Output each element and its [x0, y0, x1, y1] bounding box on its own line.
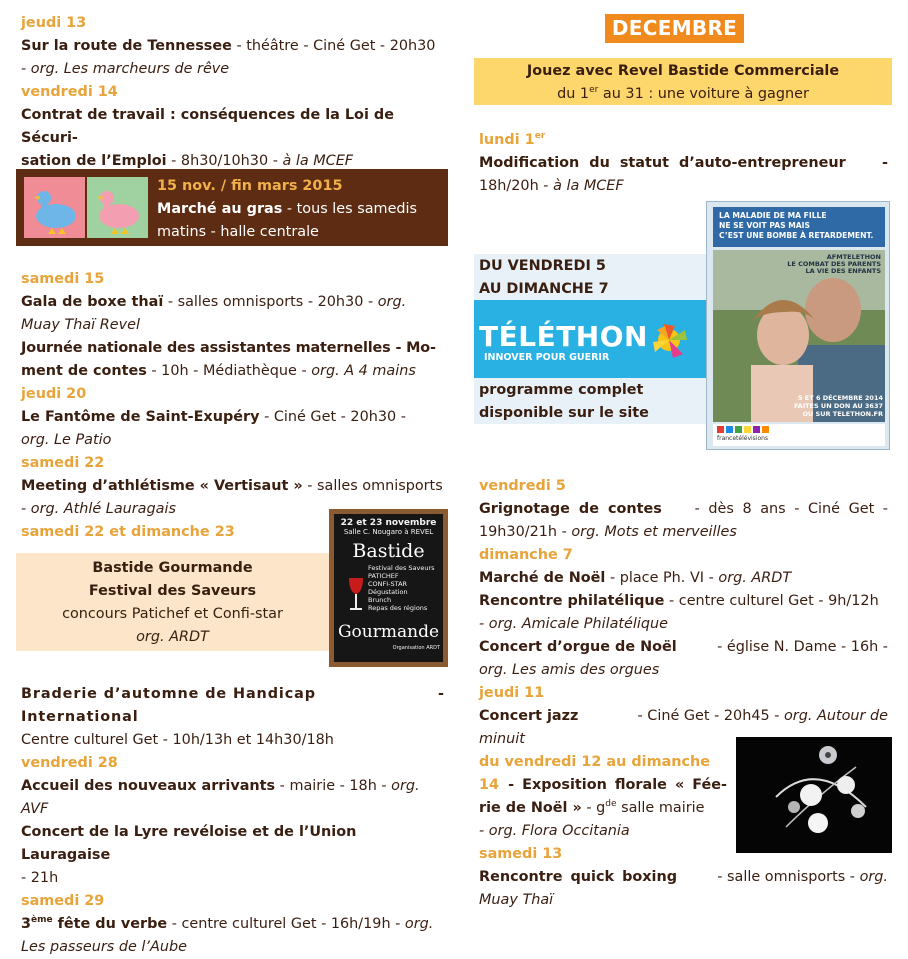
event-details: - église N. Dame - 16h - — [717, 639, 888, 655]
logo-square — [762, 426, 769, 433]
event-item — [479, 705, 888, 728]
event-item — [21, 913, 444, 936]
day-heading: vendredi 28 — [21, 755, 118, 771]
poster-date: 22 et 23 novembre — [340, 518, 437, 528]
day-heading: samedi 29 — [21, 893, 105, 909]
wine-glass-icon — [346, 576, 366, 616]
banner-date: 15 nov. / fin mars 2015 — [157, 178, 343, 194]
telethon-dates — [474, 254, 707, 300]
tv-logo-text: francetélévisions — [717, 435, 769, 442]
day-heading: vendredi 5 — [479, 478, 566, 494]
poster-item: Brunch — [368, 596, 392, 604]
flower-arrangement-photo — [736, 737, 892, 853]
event-title: fête du verbe — [52, 916, 168, 932]
banner-event — [157, 198, 442, 221]
day-heading: 14 — [479, 777, 500, 793]
event-title: Meeting d’athlétisme « Vertisaut » — [21, 478, 303, 494]
banner-title: Jouez avec Revel Bastide Commerciale — [526, 63, 840, 79]
logo-square — [726, 426, 733, 433]
event-item — [479, 152, 888, 175]
day-heading: samedi 15 — [21, 271, 105, 287]
left-column-mid — [21, 268, 444, 544]
poster-item: CONFI-STAR — [368, 580, 408, 588]
afm-telethon-poster — [706, 201, 890, 450]
superscript: ème — [31, 915, 53, 926]
superscript: er — [589, 85, 599, 96]
telethon-logo-text: TÉLÉTHON — [479, 320, 648, 353]
afm-brand — [787, 254, 881, 275]
event-organizer: org. — [859, 869, 888, 885]
event-item — [479, 498, 888, 521]
event-details-group — [638, 705, 888, 728]
event-title: Rencontre philatélique — [479, 593, 665, 609]
logo-square — [735, 426, 742, 433]
event-item — [479, 567, 888, 590]
day-heading: dimanche 7 — [479, 547, 573, 563]
day-heading: jeudi 13 — [21, 15, 87, 31]
box-title: Bastide Gourmande — [92, 560, 253, 576]
poster-item: PATICHEF — [368, 572, 399, 580]
event-details: 19h30/21h - — [479, 524, 572, 540]
day-text: lundi 1 — [479, 132, 535, 148]
event-details: - Ciné Get - 20h45 - — [637, 708, 784, 724]
right-column-top — [479, 129, 888, 198]
event-title: Le Fantôme de Saint-Exupéry — [21, 409, 260, 425]
telethon-logo — [474, 300, 707, 378]
event-organizer: - org. Les marcheurs de rêve — [21, 61, 230, 77]
event-details-group — [717, 866, 888, 889]
poster-footer: Organisation ARDT — [392, 645, 440, 651]
day-heading: samedi 13 — [479, 846, 563, 862]
day-heading: jeudi 20 — [21, 386, 87, 402]
poster-item: Festival des Saveurs — [368, 564, 435, 572]
event-item — [479, 636, 888, 659]
goose-icon — [87, 177, 148, 238]
event-details: - Ciné Get - 20h30 - — [259, 409, 406, 425]
event-item — [21, 775, 444, 821]
superscript: de — [605, 799, 617, 810]
day-heading — [479, 129, 888, 152]
event-organizer: Muay Thaï Revel — [21, 317, 140, 333]
event-item — [21, 360, 444, 383]
banner-text: au 31 : une voiture à gagner — [598, 86, 809, 102]
event-item — [21, 475, 444, 498]
event-organizer: org. Le Patio — [21, 432, 112, 448]
box-subtitle: Festival des Saveurs — [88, 583, 257, 599]
event-item — [21, 683, 444, 729]
event-title: Marché au gras — [157, 201, 283, 217]
event-title: Rencontre quick boxing — [479, 869, 678, 885]
superscript: er — [534, 131, 546, 142]
bastide-gourmande-box — [16, 553, 329, 651]
event-organizer: org. — [404, 916, 434, 932]
event-title: rie de Noël » — [479, 800, 582, 816]
event-details: - tous les samedis — [282, 201, 418, 217]
poster-place: Salle C. Nougaro à REVEL — [343, 528, 434, 536]
event-organizer: org. — [377, 294, 407, 310]
program-text: programme complet — [479, 382, 644, 398]
telethon-date: DU VENDREDI 5 — [479, 258, 606, 274]
sponsor-logos — [717, 426, 769, 433]
flower-expo-item — [479, 751, 727, 843]
event-details: - théâtre - Ciné Get - 20h30 — [231, 38, 436, 54]
day-heading: samedi 22 et dimanche 23 — [21, 524, 235, 540]
left-column — [21, 12, 444, 173]
telethon-tagline: INNOVER POUR GUERIR — [484, 352, 610, 363]
event-organizer: - org. Flora Occitania — [479, 823, 630, 839]
event-title: Journée nationale des assistantes maternelles - Mo- — [21, 340, 436, 356]
marche-au-gras-banner — [16, 169, 448, 246]
event-details: - 8h30/10h30 - — [166, 153, 283, 169]
event-title: Concert de la Lyre revéloise et de l’Union Lauragaise — [21, 824, 357, 863]
donation-phone: FAITES UN DON AU 3637 — [793, 402, 883, 410]
event-organizer: Les passeurs de l’Aube — [21, 939, 187, 955]
poster-word: Gourmande — [337, 622, 440, 642]
logo-square — [753, 426, 760, 433]
event-item — [21, 406, 444, 429]
event-title: Grignotage de contes — [479, 501, 662, 517]
event-separator: - — [438, 686, 444, 702]
day-heading: samedi 22 — [21, 455, 105, 471]
brand-name: AFMTELETHON — [826, 253, 881, 261]
event-item — [21, 291, 444, 314]
banner-text — [157, 175, 442, 244]
headline-line: C’EST UNE BOMBE À RETARDEMENT. — [719, 231, 874, 240]
logo-square — [744, 426, 751, 433]
event-organizer: minuit — [479, 731, 525, 747]
banner-text: du 1 — [557, 86, 590, 102]
event-organizer: - org. Amicale Philatélique — [479, 616, 669, 632]
poster-headline — [713, 207, 885, 247]
sponsors-strip — [713, 424, 885, 446]
event-organizer: org. ARDT — [718, 570, 792, 586]
event-item — [479, 797, 727, 820]
event-details: 18h/20h - — [479, 178, 554, 194]
telethon-sun-icon — [647, 312, 697, 368]
program-text: disponible sur le site — [479, 405, 649, 421]
event-item — [479, 866, 888, 889]
event-organizer: org. Autour de — [783, 708, 888, 724]
event-title: Sur la route de Tennessee — [21, 38, 232, 54]
event-details: - salles omnisports - 20h30 - — [163, 294, 378, 310]
donation-site: OU SUR TELETHON.FR — [802, 410, 883, 418]
event-details: - salles omnisports — [302, 478, 443, 494]
poster-item: Repas des régions — [368, 604, 428, 612]
brand-tagline: LE COMBAT DES PARENTS — [787, 260, 881, 268]
event-item — [479, 175, 888, 198]
day-heading: jeudi 11 — [479, 685, 545, 701]
event-item — [479, 590, 888, 613]
event-item — [21, 35, 444, 58]
day-heading: du vendredi 12 au dimanche — [479, 754, 711, 770]
telethon-program — [474, 378, 707, 424]
donation-info — [794, 394, 883, 418]
day-heading: vendredi 14 — [21, 84, 118, 100]
event-title: - Exposition florale « Fée- — [508, 777, 727, 793]
event-details: matins - halle centrale — [157, 224, 319, 240]
event-title: 3 — [21, 916, 32, 932]
event-details: - centre culturel Get - 9h/12h — [664, 593, 879, 609]
event-details: salle mairie — [616, 800, 705, 816]
event-details: - mairie - 18h - — [275, 778, 392, 794]
event-details: - 10h - Médiathèque - — [146, 363, 312, 379]
left-column-bottom — [21, 683, 444, 959]
event-title: Contrat de travail : conséquences de la Loi de Sécuri- — [21, 107, 394, 146]
event-organizer: Muay Thaï — [479, 892, 554, 908]
logo-square — [717, 426, 724, 433]
event-organizer: org. AVF — [21, 778, 420, 817]
event-title: Gala de boxe thaï — [21, 294, 164, 310]
goose-icon — [24, 177, 85, 238]
event-details: Centre culturel Get - 10h/13h et 14h30/18h — [21, 732, 334, 748]
event-details: - 21h — [21, 870, 59, 886]
event-details: - g — [581, 800, 606, 816]
event-title: Modification du statut d’auto-entrepreneur — [479, 155, 846, 171]
event-title: Concert jazz — [479, 708, 579, 724]
event-location: à la MCEF — [553, 178, 624, 194]
box-organizer: org. ARDT — [136, 629, 209, 645]
geese-illustration — [24, 177, 148, 238]
event-details: - centre culturel Get - 16h/19h - — [167, 916, 405, 932]
event-title: Marché de Noël — [479, 570, 606, 586]
brand-tagline: LA VIE DES ENFANTS — [805, 267, 881, 275]
donation-date: 5 ET 6 DÉCEMBRE 2014 — [798, 394, 883, 402]
event-details: - dès 8 ans - Ciné Get - — [694, 501, 888, 517]
event-organizer: - org. Athlé Lauragais — [21, 501, 176, 517]
event-organizer: org. Les amis des orgues — [479, 662, 660, 678]
bastide-poster — [329, 509, 448, 667]
banner-details — [474, 83, 892, 106]
event-title: Accueil des nouveaux arrivants — [21, 778, 276, 794]
event-separator: - — [882, 155, 888, 171]
event-details: - place Ph. VI - — [605, 570, 719, 586]
telethon-date: AU DIMANCHE 7 — [479, 281, 609, 297]
month-heading: DECEMBRE — [605, 14, 744, 43]
flower-illustration — [736, 737, 892, 853]
poster-word: Bastide — [352, 540, 425, 562]
event-title: Concert d’orgue de Noël — [479, 639, 677, 655]
poster-item: Dégustation — [368, 588, 408, 596]
event-location: à la MCEF — [282, 153, 354, 169]
event-item — [479, 774, 727, 797]
event-item — [479, 521, 888, 544]
telethon-banner — [474, 254, 707, 424]
event-title: sation de l’Emploi — [21, 153, 167, 169]
event-organizer: org. A 4 mains — [311, 363, 416, 379]
revel-contest-banner — [474, 58, 892, 105]
box-details: concours Patichef et Confi-star — [62, 606, 283, 622]
headline-line: NE SE VOIT PAS MAIS — [719, 221, 810, 230]
event-title: Braderie d’automne de Handicap International — [21, 686, 316, 725]
father-daughter-photo — [713, 250, 885, 422]
event-title: ment de contes — [21, 363, 147, 379]
headline-line: LA MALADIE DE MA FILLE — [719, 211, 827, 220]
event-organizer: org. Mots et merveilles — [571, 524, 737, 540]
event-details: - salle omnisports - — [717, 869, 860, 885]
